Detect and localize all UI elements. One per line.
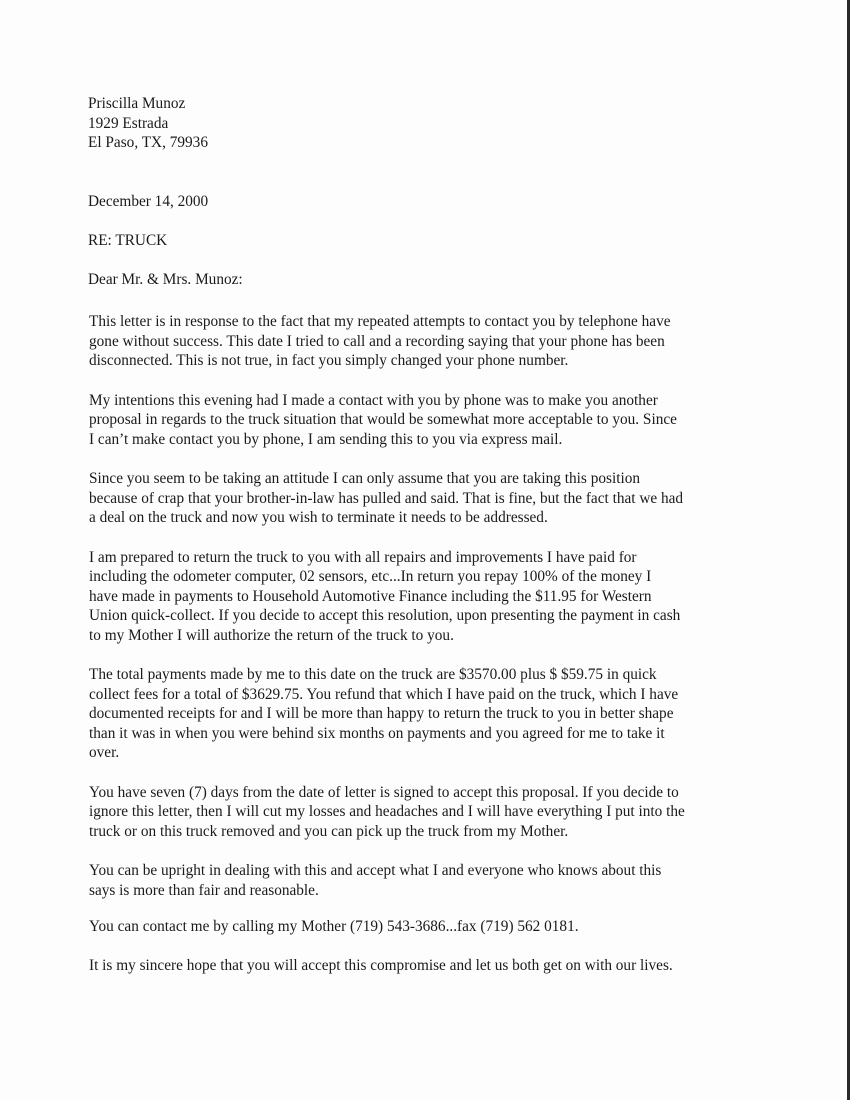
sender-street: 1929 Estrada: [88, 114, 169, 132]
paragraph: [89, 665, 749, 763]
sender-address: [88, 94, 748, 153]
paragraph: [89, 391, 749, 450]
letter-date: December 14, 2000: [88, 193, 209, 210]
paragraph-line: documented receipts for and I will be more than happy to return the truck to you in better shape: [89, 705, 674, 722]
paragraph: [89, 469, 749, 528]
paragraph: [89, 548, 749, 646]
paragraph-line: Union quick-collect. If you decide to accept this resolution, upon presenting the payment in cash: [89, 607, 681, 624]
paragraph-line: including the odometer computer, 02 sensors, etc...In return you repay 100% of the money I: [89, 568, 652, 585]
paragraph: [89, 956, 749, 976]
paragraph-line: than it was in when you were behind six months on payments and you agreed for me to take it: [89, 724, 665, 742]
sender-city: El Paso, TX, 79936: [88, 134, 208, 151]
sender-name: Priscilla Munoz: [88, 95, 186, 112]
paragraph-line: Since you seem to be taking an attitude I can only assume that you are taking this position: [89, 470, 640, 487]
paragraph-line: I can’t make contact you by phone, I am sending this to you via express mail.: [89, 430, 563, 448]
paragraph-line: It is my sincere hope that you will accept this compromise and let us both get on with our lives.: [89, 956, 673, 974]
paragraph-line: You can be upright in dealing with this and accept what I and everyone who knows about this: [89, 862, 662, 879]
paragraph-line: You can contact me by calling my Mother (719) 543-3686...fax (719) 562 0181.: [89, 918, 579, 935]
paragraph-line: I am prepared to return the truck to you with all repairs and improvements I have paid for: [89, 548, 637, 566]
paragraph: [89, 783, 749, 842]
paragraph-line: You have seven (7) days from the date of letter is signed to accept this proposal. If you decide to: [89, 783, 679, 801]
paragraph-line: disconnected. This is not true, in fact you simply changed your phone number.: [89, 352, 569, 369]
paragraph-line: have made in payments to Household Automotive Finance including the $11.95 for Western: [89, 587, 652, 605]
paragraph-line: says is more than fair and reasonable.: [89, 881, 319, 899]
paragraph-line: collect fees for a total of $3629.75. You refund that which I have paid on the truck, which I have: [89, 685, 679, 703]
paragraph-line: The total payments made by me to this date on the truck are $3570.00 plus $ $59.75 in quick: [89, 666, 657, 683]
paragraph-line: because of crap that your brother-in-law has pulled and said. That is fine, but the fact that we had: [89, 489, 684, 507]
subject-line: RE: TRUCK: [88, 232, 168, 249]
paragraph-line: My intentions this evening had I made a contact with you by phone was to make you another: [89, 391, 658, 409]
paragraph: [89, 917, 749, 937]
paragraph-line: truck or on this truck removed and you can pick up the truck from my Mother.: [89, 822, 569, 840]
paragraph-line: This letter is in response to the fact that my repeated attempts to contact you by telephone have: [89, 313, 671, 330]
paragraph-line: to my Mother I will authorize the return of the truck to you.: [89, 626, 454, 644]
paragraph-line: gone without success. This date I tried to call and a recording saying that your phone has been: [89, 332, 665, 350]
salutation: Dear Mr. & Mrs. Munoz:: [88, 271, 243, 288]
paragraph-line: over.: [89, 744, 120, 761]
paragraph-line: ignore this letter, then I will cut my losses and headaches and I will have everything I put into the: [89, 803, 685, 820]
paragraph: [89, 861, 749, 900]
paragraph-line: a deal on the truck and now you wish to terminate it needs to be addressed.: [89, 509, 548, 526]
paragraph-line: proposal in regards to the truck situation that would be somewhat more acceptable to you. Since: [89, 411, 677, 428]
letter-body: [89, 312, 749, 975]
paragraph: [89, 312, 749, 371]
